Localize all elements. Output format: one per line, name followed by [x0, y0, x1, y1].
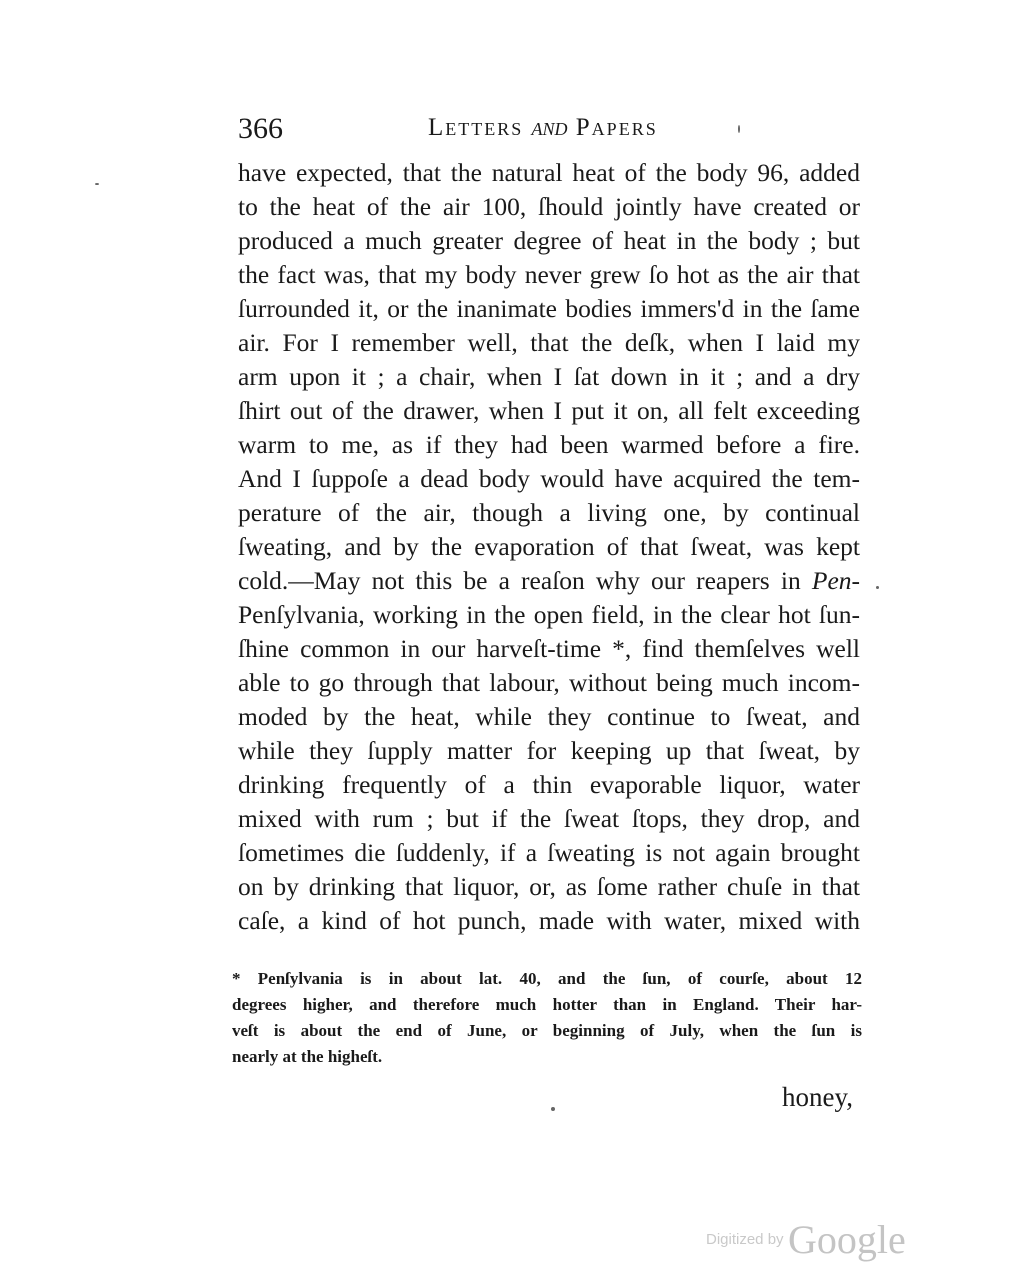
footnote-line: nearly at the higheſt. — [232, 1047, 383, 1066]
page-number: 366 — [238, 112, 283, 145]
footnote-line: * Penſylvania is in about lat. 40, and the ſun, of courſe, about 12 — [232, 969, 862, 988]
body-text — [238, 156, 860, 938]
body-line-text: cold.—May not this be a reaſon why our reapers in — [238, 566, 801, 595]
speck — [876, 586, 879, 589]
body-line: drinking frequently of a thin evaporable liquor, water — [238, 770, 860, 799]
running-title — [428, 114, 658, 142]
body-line: moded by the heat, while they continue to ſweat, and — [238, 702, 860, 731]
body-line: on by drinking that liquor, or, as ſome rather chuſe in that — [238, 872, 860, 901]
italic-pen: Pen- — [811, 566, 860, 595]
body-line: warm to me, as if they had been warmed before a fire. — [238, 430, 860, 459]
body-line: arm upon it ; a chair, when I ſat down in it ; and a dry — [238, 362, 860, 391]
body-line: And I ſuppoſe a dead body would have acquired the tem- — [238, 464, 860, 493]
footnote-line: veſt is about the end of June, or beginning of July, when the ſun is — [232, 1021, 862, 1040]
digitized-watermark — [706, 1216, 906, 1263]
body-line: mixed with rum ; but if the ſweat ſtops, they drop, and — [238, 804, 860, 833]
body-line: produced a much greater degree of heat in the body ; but — [238, 226, 860, 255]
body-line: ſhine common in our harveſt-time *, find themſelves well — [238, 634, 860, 663]
body-line: ſurrounded it, or the inanimate bodies immers'd in the ſame — [238, 294, 860, 323]
speck — [738, 125, 740, 133]
body-line: ſweating, and by the evaporation of that ſweat, was kept — [238, 532, 860, 561]
body-line — [238, 564, 860, 598]
catchword: honey, — [782, 1082, 853, 1112]
speck — [551, 1107, 555, 1111]
speck — [95, 183, 99, 185]
footnote-line: degrees higher, and therefore much hotter than in England. Their har- — [232, 995, 862, 1014]
running-title-and: and — [531, 114, 568, 141]
page-header — [238, 112, 863, 152]
body-line: perature of the air, though a living one, by continual — [238, 498, 860, 527]
body-line: air. For I remember well, that the deſk, when I laid my — [238, 328, 860, 357]
body-line: able to go through that labour, without being much incom- — [238, 668, 860, 697]
running-title-letters: Letters — [428, 114, 524, 141]
body-line: to the heat of the air 100, ſhould jointly have created or — [238, 192, 860, 221]
running-title-papers: Papers — [575, 114, 658, 141]
body-line: caſe, a kind of hot punch, made with water, mixed with — [238, 906, 860, 935]
footnote — [232, 966, 862, 1070]
body-line: ſhirt out of the drawer, when I put it on, all felt exceeding — [238, 396, 860, 425]
body-line: Penſylvania, working in the open field, in the clear hot ſun- — [238, 600, 860, 629]
body-line: the fact was, that my body never grew ſo hot as the air that — [238, 260, 860, 289]
body-line: have expected, that the natural heat of the body 96, added — [238, 158, 860, 187]
body-line: while they ſupply matter for keeping up that ſweat, by — [238, 736, 860, 765]
watermark-digitized-by: Digitized by — [706, 1231, 784, 1248]
watermark-brand: Google — [788, 1217, 906, 1262]
body-line: ſometimes die ſuddenly, if a ſweating is not again brought — [238, 838, 860, 867]
